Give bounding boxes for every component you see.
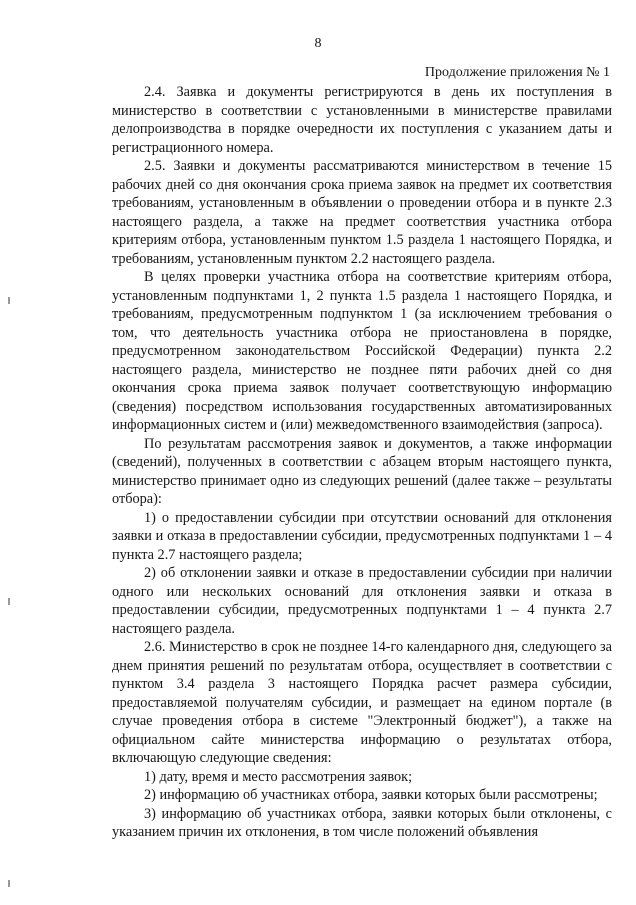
list-item-decision-2: 2) об отклонении заявки и отказе в предоставлении субсидии при наличии одного или нескольких оснований для отклонения заявки и отказа в предоставлении субсидии, предусмотренных подпунктами 1 – 4 пункта 2.7 настоящего раздела. — [112, 565, 612, 637]
paragraph-2-4: 2.4. Заявка и документы регистрируются в день их поступления в министерство в соответствии с установленными в министерстве правилами делопроизводства в порядке очередности их поступления с указанием даты и регистрационного номера. — [112, 84, 612, 156]
list-item-info-3: 3) информацию об участниках отбора, заявки которых были отклонены, с указанием причин их отклонения, в том числе положений объявления — [112, 805, 612, 840]
list-item-decision-1: 1) о предоставлении субсидии при отсутствии оснований для отклонения заявки и отказа в предоставлении субсидии, предусмотренных подпунктами 1 – 4 пункта 2.7 настоящего раздела; — [112, 509, 612, 563]
margin-mark — [8, 297, 10, 304]
list-item-info-1: 1) дату, время и место рассмотрения заявок; — [144, 768, 413, 785]
document-body — [112, 83, 612, 842]
paragraph-2-5: 2.5. Заявки и документы рассматриваются министерством в течение 15 рабочих дней со дня окончания срока приема заявок на предмет их соответствия требованиям, установленным в объявлении о проведении отбора и в пункте 2.3 настоящего раздела, а также на предмет соответствия участника отбора критериям отбора, установленным пунктом 1.5 раздела 1 настоящего Порядка, и требованиям, установленным пунктом 2.2 настоящего раздела. — [112, 158, 612, 267]
paragraph-verification: В целях проверки участника отбора на соответствие критериям отбора, установленным подпунктами 1, 2 пункта 1.5 раздела 1 настоящего Порядка, и требованиям, предусмотренным подпунктом 1 (за исключением требования о том, что деятельность участника отбора не приостановлена в порядке, предусмотренном законодательством Российской Федерации) пункта 2.2 настоящего раздела, министерство не позднее пяти рабочих дней со дня окончания срока приема заявок получает соответствующую информацию (сведения) посредством использования государственных автоматизированных информационных систем и (или) межведомственного взаимодействия (запроса). — [112, 269, 612, 433]
paragraph-2-6: 2.6. Министерство в срок не позднее 14-го календарного дня, следующего за днем принятия решений по результатам отбора, осуществляет в соответствии с пунктом 3.4 раздела 3 настоящего Порядка расчет размера субсидии, предоставляемой получателям субсидии, и размещает на едином портале (в случае проведения отбора в системе "Электронный бюджет"), а также на официальном сайте министерства информацию о результатах отбора, включающую следующие сведения: — [112, 639, 612, 766]
margin-mark — [8, 880, 10, 887]
list-item-info-2: 2) информацию об участниках отбора, заявки которых были рассмотрены; — [144, 787, 598, 803]
margin-mark — [8, 598, 10, 605]
page-number: 8 — [314, 36, 322, 51]
appendix-continuation-note: Продолжение приложения № 1 — [424, 65, 610, 80]
paragraph-decision-intro: По результатам рассмотрения заявок и документов, а также информации (сведений), полученных в соответствии с абзацем вторым настоящего пункта, министерство принимает одно из следующих решений (далее также – результаты отбора): — [112, 435, 612, 507]
